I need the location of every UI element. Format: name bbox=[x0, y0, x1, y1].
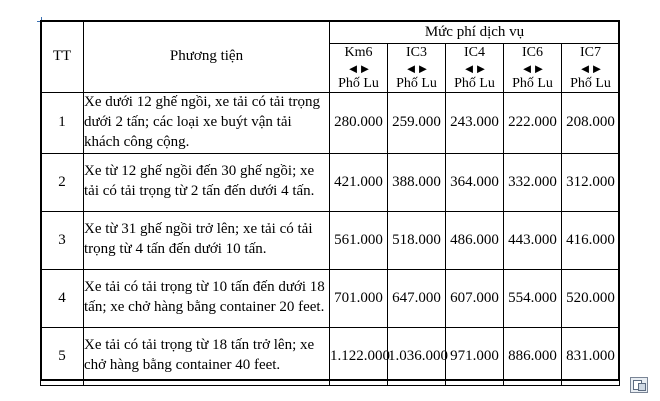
table-header-row-1 bbox=[41, 21, 620, 44]
double-arrow-icon: ◄► bbox=[520, 60, 545, 76]
header-col-ic7-top: IC7 bbox=[580, 45, 601, 60]
row-fee-ic7: 416.000 bbox=[562, 211, 620, 269]
double-arrow-icon: ◄► bbox=[578, 60, 603, 76]
header-col-ic7-bottom: Phố Lu bbox=[570, 75, 611, 91]
header-col-ic3-bottom: Phố Lu bbox=[396, 75, 437, 91]
row-index: 2 bbox=[41, 153, 84, 211]
table-row bbox=[41, 211, 620, 269]
row-vehicle: Xe tải có tải trọng từ 10 tấn đến dưới 18 tấn; xe chở hàng bằng container 20 feet. bbox=[84, 269, 330, 327]
double-arrow-icon: ◄► bbox=[346, 60, 371, 76]
row-fee-ic6: 554.000 bbox=[504, 269, 562, 327]
row-fee-ic6: 222.000 bbox=[504, 93, 562, 154]
header-col-km6 bbox=[330, 44, 388, 93]
row-fee-ic4: 971.000 bbox=[446, 327, 504, 385]
row-fee-ic4: 364.000 bbox=[446, 153, 504, 211]
table-row bbox=[41, 327, 620, 385]
row-fee-ic3: 1.036.000 bbox=[388, 327, 446, 385]
row-vehicle: Xe từ 12 ghế ngồi đến 30 ghế ngồi; xe tải có tải trọng từ 2 tấn đến dưới 4 tấn. bbox=[84, 153, 330, 211]
row-fee-ic6: 886.000 bbox=[504, 327, 562, 385]
row-fee-ic7: 520.000 bbox=[562, 269, 620, 327]
row-fee-ic3: 518.000 bbox=[388, 211, 446, 269]
row-fee-ic3: 647.000 bbox=[388, 269, 446, 327]
row-vehicle: Xe dưới 12 ghế ngồi, xe tải có tải trọng dưới 2 tấn; các loại xe buýt vận tải khách công cộng. bbox=[84, 93, 330, 154]
header-col-ic6-top: IC6 bbox=[522, 45, 543, 60]
header-col-ic4 bbox=[446, 44, 504, 93]
row-fee-ic6: 332.000 bbox=[504, 153, 562, 211]
header-vehicle: Phương tiện bbox=[84, 21, 330, 93]
table-row bbox=[41, 153, 620, 211]
row-index: 3 bbox=[41, 211, 84, 269]
row-fee-km6: 561.000 bbox=[330, 211, 388, 269]
header-col-ic4-bottom: Phố Lu bbox=[454, 75, 495, 91]
header-col-ic7 bbox=[562, 44, 620, 93]
row-fee-ic7: 208.000 bbox=[562, 93, 620, 154]
row-vehicle-text: Xe tải có tải trọng từ 18 tấn trở lên; xe chở hàng bằng container 40 feet. bbox=[84, 337, 315, 374]
header-col-km6-top: Km6 bbox=[344, 45, 373, 60]
header-col-ic3 bbox=[388, 44, 446, 93]
row-fee-ic4: 607.000 bbox=[446, 269, 504, 327]
row-vehicle bbox=[84, 211, 330, 269]
row-fee-ic3: 388.000 bbox=[388, 153, 446, 211]
row-fee-ic4: 486.000 bbox=[446, 211, 504, 269]
row-fee-ic4: 243.000 bbox=[446, 93, 504, 154]
row-index: 5 bbox=[41, 327, 84, 385]
double-arrow-icon: ◄► bbox=[462, 60, 487, 76]
row-fee-ic6: 443.000 bbox=[504, 211, 562, 269]
row-index: 1 bbox=[41, 93, 84, 154]
row-index: 4 bbox=[41, 269, 84, 327]
double-arrow-icon: ◄► bbox=[404, 60, 429, 76]
row-vehicle bbox=[84, 327, 330, 385]
header-col-ic6-bottom: Phố Lu bbox=[512, 75, 553, 91]
row-fee-km6: 421.000 bbox=[330, 153, 388, 211]
header-col-ic4-top: IC4 bbox=[464, 45, 485, 60]
service-fee-table bbox=[40, 20, 620, 386]
row-fee-km6: 1.122.000 bbox=[330, 327, 388, 385]
page-layout-icon[interactable] bbox=[630, 377, 648, 393]
row-fee-km6: 701.000 bbox=[330, 269, 388, 327]
row-fee-km6: 280.000 bbox=[330, 93, 388, 154]
header-col-ic3-top: IC3 bbox=[406, 45, 427, 60]
table-row bbox=[41, 269, 620, 327]
row-fee-ic7: 831.000 bbox=[562, 327, 620, 385]
row-vehicle-text: Xe từ 31 ghế ngồi trở lên; xe tải có tải trọng từ 4 tấn đến dưới 10 tấn. bbox=[84, 221, 313, 258]
row-fee-ic7: 312.000 bbox=[562, 153, 620, 211]
header-col-ic6 bbox=[504, 44, 562, 93]
header-fee-group: Mức phí dịch vụ bbox=[330, 21, 620, 44]
header-col-km6-bottom: Phố Lu bbox=[338, 75, 379, 91]
row-fee-ic3: 259.000 bbox=[388, 93, 446, 154]
header-tt: TT bbox=[41, 21, 84, 93]
table-row bbox=[41, 93, 620, 154]
